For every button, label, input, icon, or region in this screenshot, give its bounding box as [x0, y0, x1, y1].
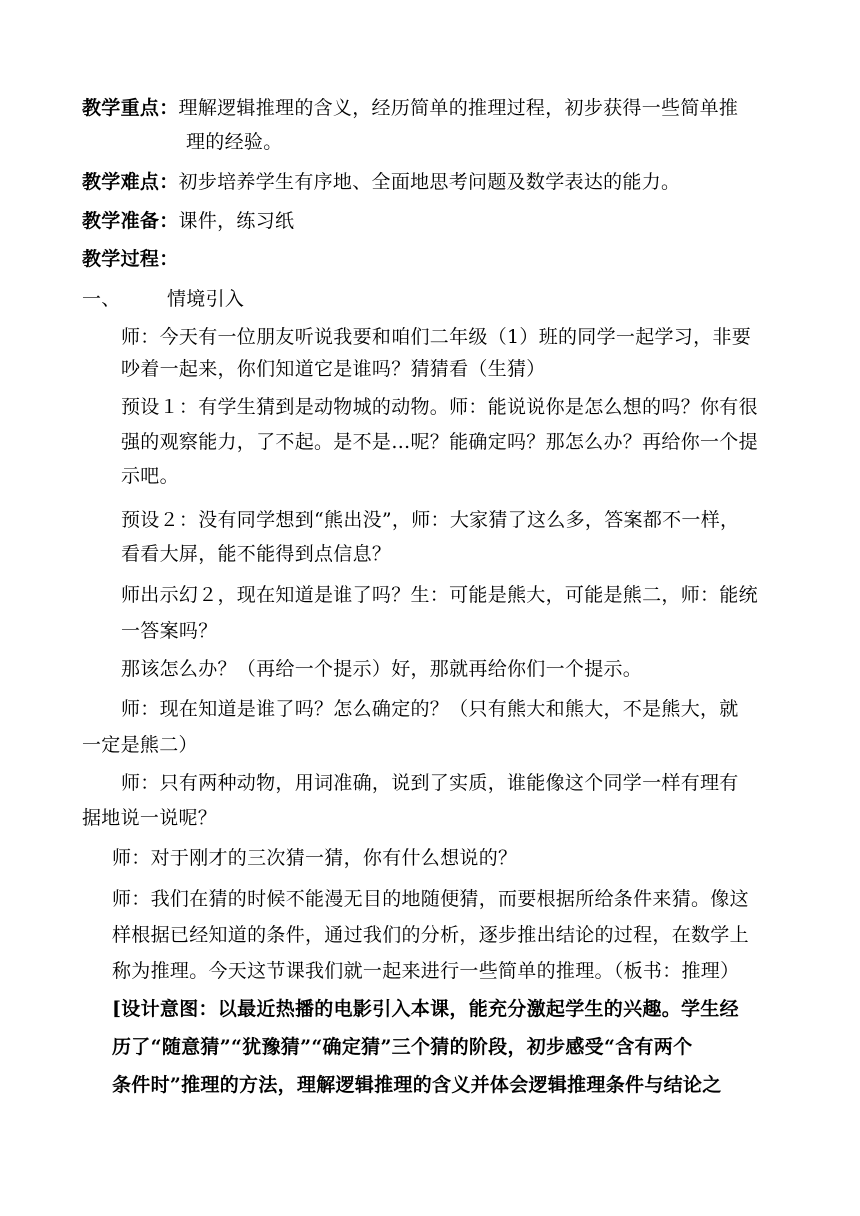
teaching-focus-text: 理解逻辑推理的含义，经历简单的推理过程，初步获得一些简单推 [178, 97, 739, 119]
paragraph-line: 看看大屏，能不能得到点信息？ [121, 543, 392, 565]
paragraph-line: 预设２：没有同学想到“熊出没”，师：大家猜了这么多，答案都不一样， [121, 509, 740, 531]
paragraph-line: 称为推理。今天这节课我们就一起来进行一些简单的推理。（板书：推理） [112, 960, 740, 982]
teaching-difficulty-text: 初步培养学生有序地、全面地思考问题及数学表达的能力。 [178, 171, 681, 193]
section-title: 情境引入 [167, 288, 245, 310]
paragraph-line: 样根据已经知道的条件，通过我们的分析，逐步推出结论的过程，在数学上 [112, 924, 749, 946]
paragraph-line: 据地说一说呢？ [82, 807, 218, 829]
design-intent-line: 历了“随意猜”“犹豫猜”“确定猜”三个猜的阶段，初步感受“含有两个 [112, 1036, 693, 1058]
paragraph-line: 师出示幻２，现在知道是谁了吗？生：可能是熊大，可能是熊二，师：能统 [121, 584, 758, 606]
teaching-prep-label: 教学准备： [82, 210, 179, 232]
design-intent-line: [设计意图：以最近热播的电影引入本课，能充分激起学生的兴趣。学生经 [112, 998, 739, 1020]
teaching-prep [82, 208, 294, 234]
paragraph-line: 示吧。 [121, 465, 179, 487]
section-number: 一、 [82, 288, 121, 310]
paragraph-line: 一定是熊二） [82, 734, 198, 756]
teaching-difficulty [82, 169, 680, 195]
teaching-process-heading: 教学过程： [82, 248, 179, 270]
design-intent-line: 条件时”推理的方法，理解逻辑推理的含义并体会逻辑推理条件与结论之 [112, 1074, 722, 1096]
teaching-focus-label: 教学重点： [82, 97, 179, 119]
teaching-prep-text: 课件，练习纸 [178, 210, 295, 232]
paragraph-line: 强的观察能力，了不起。是不是…呢？能确定吗？那怎么办？再给你一个提 [121, 431, 758, 453]
paragraph-line: 师：只有两种动物，用词准确，说到了实质，谁能像这个同学一样有理有 [121, 772, 739, 794]
paragraph-line: 预设１：有学生猜到是动物城的动物。师：能说说你是怎么想的吗？你有很 [121, 396, 758, 418]
paragraph-line: 一答案吗？ [121, 620, 218, 642]
teaching-difficulty-label: 教学难点： [82, 171, 179, 193]
paragraph-line: 师：今天有一位朋友听说我要和咱们二年级（1）班的同学一起学习，非要 [121, 326, 751, 348]
teaching-focus-line2: 理的经验。 [186, 131, 283, 153]
paragraph-line: 师：对于刚才的三次猜一猜，你有什么想说的？ [112, 847, 518, 869]
paragraph-line: 师：现在知道是谁了吗？怎么确定的？（只有熊大和熊大，不是熊大，就 [121, 698, 739, 720]
paragraph-line: 师：我们在猜的时候不能漫无目的地随便猜，而要根据所给条件来猜。像这 [112, 888, 749, 910]
teaching-focus-line1 [82, 95, 738, 121]
paragraph-line: 那该怎么办？（再给一个提示）好，那就再给你们一个提示。 [121, 658, 643, 680]
paragraph-line: 吵着一起来，你们知道它是谁吗？猜猜看（生猜） [121, 358, 546, 380]
